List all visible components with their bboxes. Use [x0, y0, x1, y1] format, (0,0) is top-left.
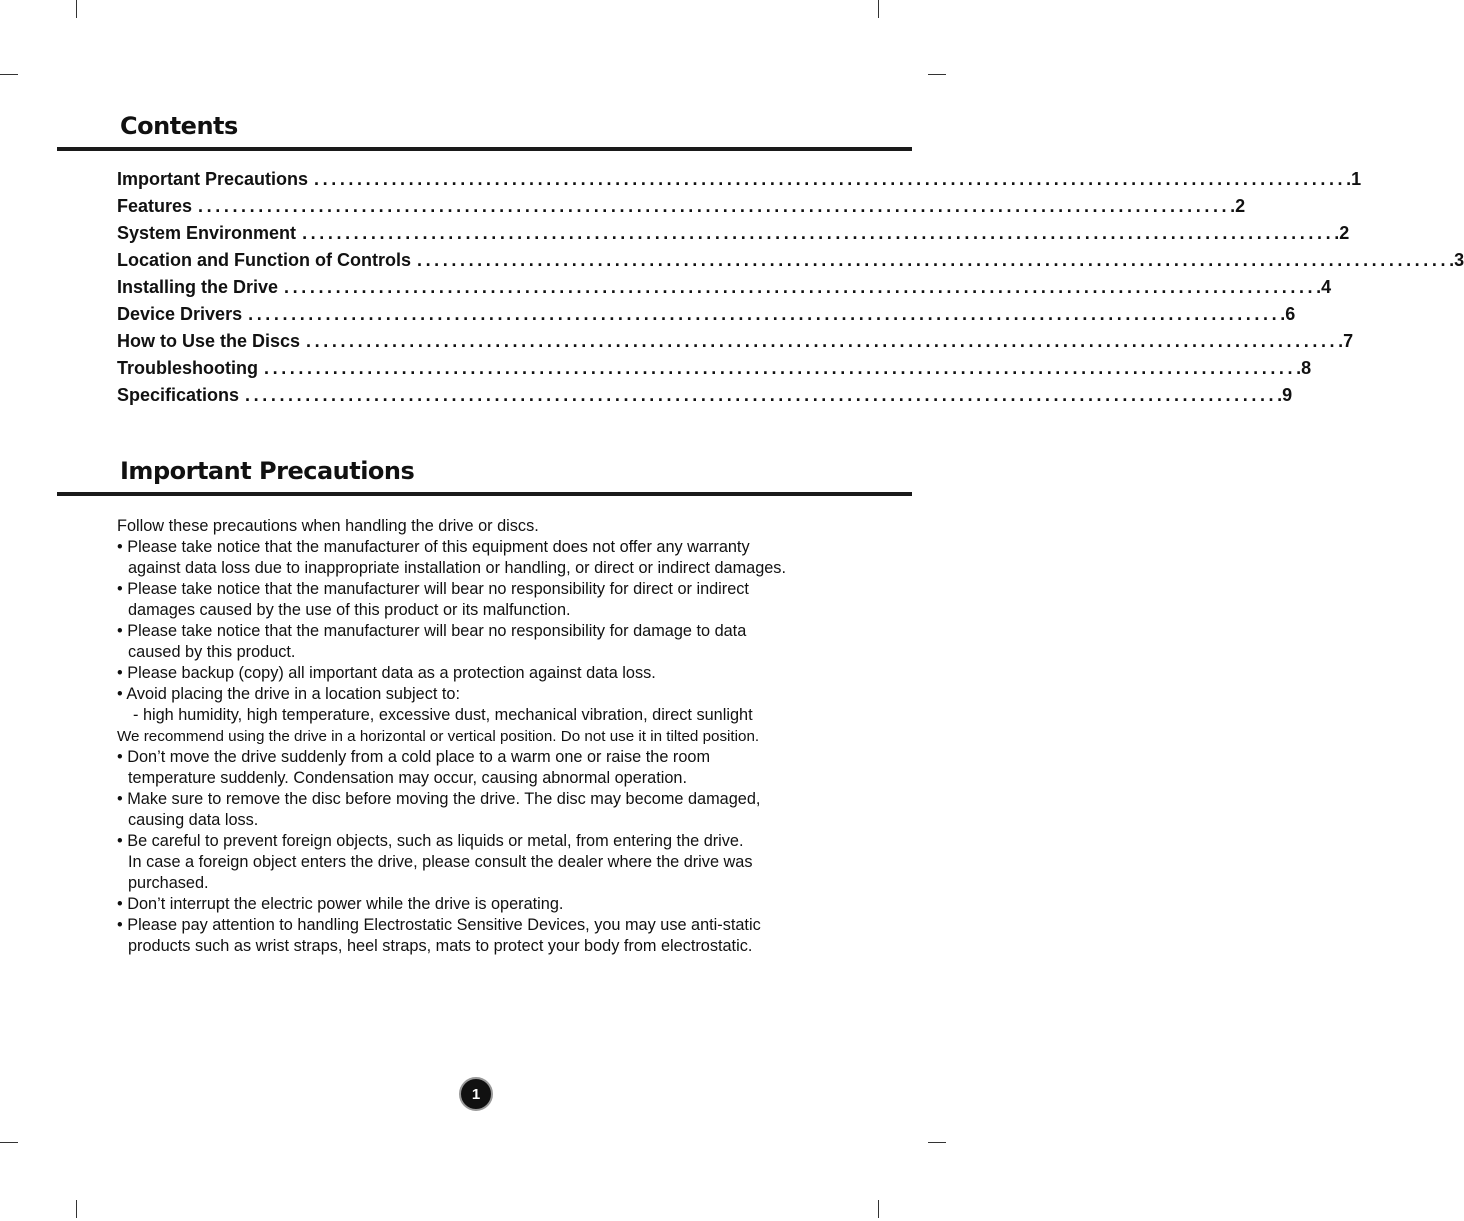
toc-label: How to Use the Discs [117, 331, 301, 351]
toc-leader: ........................................................................................................................ [245, 385, 1278, 405]
crop-mark [928, 74, 946, 75]
contents-rule [57, 147, 912, 151]
crop-mark [878, 1200, 879, 1218]
toc-label: Location and Function of Controls [117, 250, 411, 270]
toc-entry[interactable] [117, 385, 1293, 412]
toc-entry[interactable] [117, 304, 1296, 331]
toc-leader: ........................................................................................................................ [306, 331, 1339, 351]
bullet-continuation: products such as wrist straps, heel straps, mats to protect your body from electrostatic. [128, 937, 753, 955]
toc-entry[interactable] [117, 358, 1312, 385]
bullet-line: • Don’t interrupt the electric power while the drive is operating. [117, 895, 564, 913]
crop-mark [0, 1142, 18, 1143]
toc-page-number: .2 [1230, 196, 1246, 216]
toc-label: Installing the Drive [117, 277, 279, 297]
bullet-line: • Please take notice that the manufacturer will bear no responsibility for direct or indirect [117, 580, 749, 598]
precautions-body [117, 516, 847, 957]
bullet-line: • Don’t move the drive suddenly from a cold place to a warm one or raise the room [117, 748, 711, 766]
intro-line: Follow these precautions when handling the drive or discs. [117, 517, 539, 535]
toc-entry[interactable] [117, 223, 1350, 250]
toc-entry[interactable] [117, 277, 1332, 304]
table-of-contents [117, 169, 1464, 412]
page-number-badge: 1 [459, 1077, 493, 1111]
contents-title: Contents [120, 112, 238, 140]
precautions-rule [57, 492, 912, 496]
bullet-continuation: damages caused by the use of this product or its malfunction. [128, 601, 571, 619]
toc-page-number: .9 [1277, 385, 1293, 405]
toc-label: Troubleshooting [117, 358, 258, 378]
toc-page-number: .8 [1296, 358, 1312, 378]
bullet-line: • Please take notice that the manufacturer will bear no responsibility for damage to data [117, 622, 747, 640]
toc-leader: ........................................................................................................................ [416, 250, 1450, 270]
toc-label: Important Precautions [117, 169, 309, 189]
bullet-line: • Avoid placing the drive in a location subject to: [117, 685, 460, 703]
note-line: We recommend using the drive in a horizontal or vertical position. Do not use it in tilted position. [117, 728, 760, 745]
bullet-continuation: purchased. [128, 874, 209, 892]
crop-mark [76, 0, 77, 18]
toc-entry[interactable] [117, 169, 1362, 196]
bullet-continuation: causing data loss. [128, 811, 259, 829]
toc-page-number: .4 [1316, 277, 1332, 297]
toc-page-number: .2 [1334, 223, 1350, 243]
toc-label: System Environment [117, 223, 297, 243]
toc-label: Device Drivers [117, 304, 243, 324]
toc-page-number: .6 [1280, 304, 1296, 324]
bullet-continuation: against data loss due to inappropriate installation or handling, or direct or indirect damages. [128, 559, 786, 577]
toc-leader: ........................................................................................................................ [284, 277, 1317, 297]
toc-page-number: .1 [1346, 169, 1362, 189]
crop-mark [76, 1200, 77, 1218]
bullet-line: • Please backup (copy) all important data as a protection against data loss. [117, 664, 656, 682]
crop-mark [928, 1142, 946, 1143]
bullet-line: • Make sure to remove the disc before moving the drive. The disc may become damaged, [117, 790, 761, 808]
bullet-line: • Please pay attention to handling Electrostatic Sensitive Devices, you may use anti-static [117, 916, 761, 934]
toc-leader: ........................................................................................................................ [198, 196, 1231, 216]
bullet-line: • Be careful to prevent foreign objects, such as liquids or metal, from entering the drive. [117, 832, 744, 850]
toc-label: Specifications [117, 385, 240, 405]
sub-item-line: - high humidity, high temperature, excessive dust, mechanical vibration, direct sunlight [133, 706, 753, 724]
toc-leader: ........................................................................................................................ [264, 358, 1297, 378]
bullet-continuation: In case a foreign object enters the drive, please consult the dealer where the drive was [128, 853, 753, 871]
toc-entry[interactable] [117, 331, 1354, 358]
toc-entry[interactable] [117, 196, 1246, 223]
toc-page-number: .3 [1449, 250, 1464, 270]
toc-leader: ........................................................................................................................ [248, 304, 1281, 324]
bullet-continuation: caused by this product. [128, 643, 296, 661]
crop-mark [878, 0, 879, 18]
crop-mark [0, 74, 18, 75]
precautions-title: Important Precautions [120, 457, 415, 485]
toc-page-number: .7 [1338, 331, 1354, 351]
bullet-line: • Please take notice that the manufacturer of this equipment does not offer any warranty [117, 538, 750, 556]
toc-leader: ........................................................................................................................ [314, 169, 1347, 189]
toc-entry[interactable] [117, 250, 1464, 277]
bullet-continuation: temperature suddenly. Condensation may occur, causing abnormal operation. [128, 769, 688, 787]
toc-label: Features [117, 196, 193, 216]
toc-leader: ........................................................................................................................ [302, 223, 1335, 243]
